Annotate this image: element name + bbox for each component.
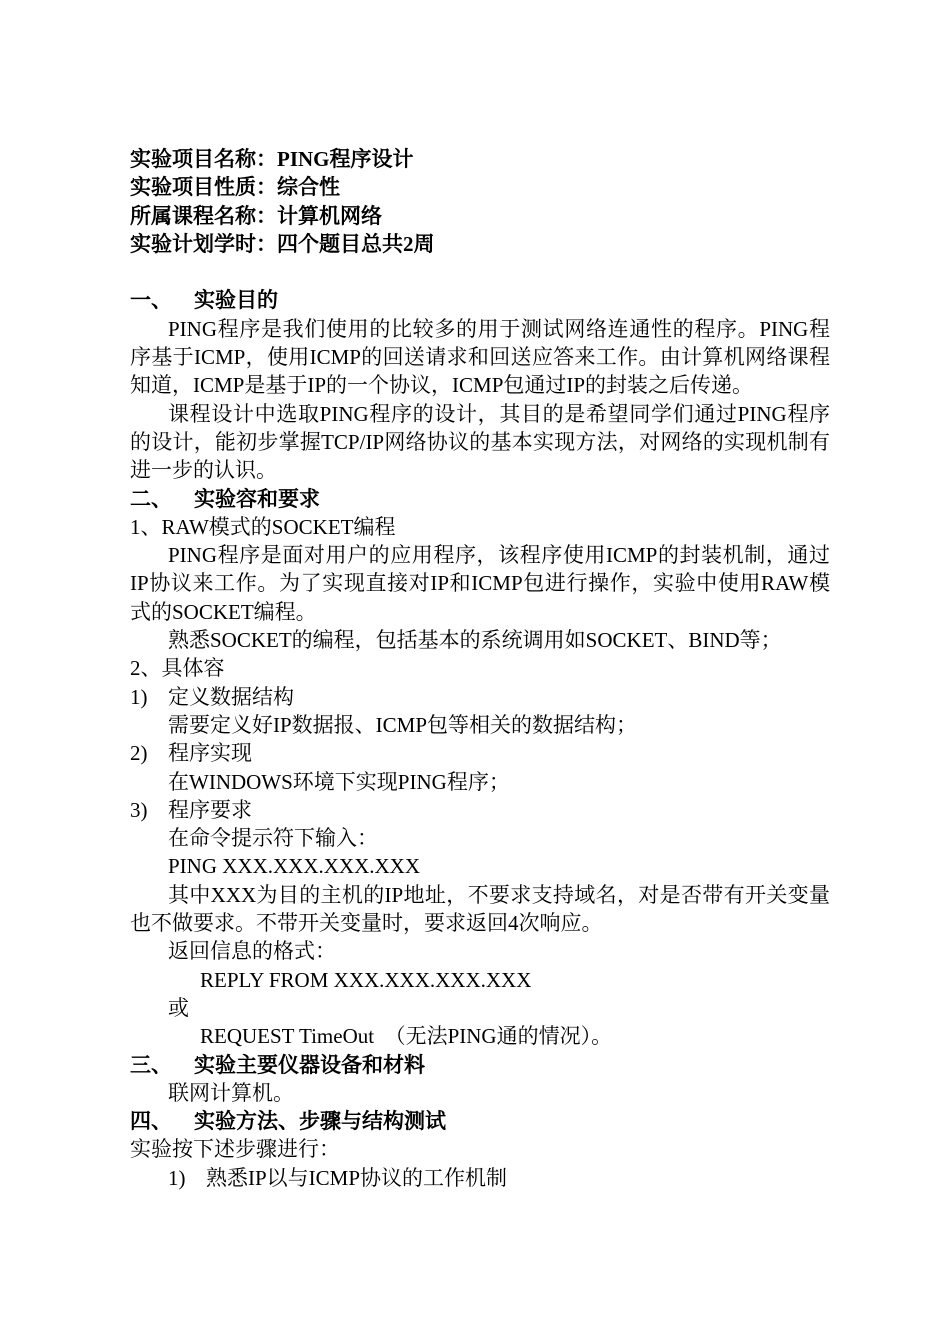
course-name: 所属课程名称：计算机网络 xyxy=(130,203,382,228)
list-item-number: 2) xyxy=(130,741,148,766)
list-item-description: 需要定义好IP数据报、ICMP包等相关的数据结构； xyxy=(168,712,638,737)
section-2-heading xyxy=(130,485,830,513)
project-nature: 实验项目性质：综合性 xyxy=(130,175,340,200)
list-item-title: 程序要求 xyxy=(168,797,252,822)
list-item-title: 程序实现 xyxy=(168,741,252,766)
section-2-number: 二、 xyxy=(130,486,172,511)
subsection-1-paragraph-1: PING程序是面对用户的应用程序，该程序使用ICMP的封装机制，通过IP协议来工作。为了实现直接对IP和ICMP包进行操作，实验中使用RAW模式的SOCKET编程。 xyxy=(130,543,830,624)
step-text: 熟悉IP以与ICMP协议的工作机制 xyxy=(206,1165,508,1190)
section-3-heading xyxy=(130,1051,830,1079)
section-4-title: 实验方法、步骤与结构测试 xyxy=(194,1109,446,1134)
section-4-number: 四、 xyxy=(130,1109,172,1134)
format-label: 返回信息的格式： xyxy=(168,939,336,964)
list-item xyxy=(130,683,830,711)
section-3-content: 联网计算机。 xyxy=(168,1080,294,1105)
ping-command: PING XXX.XXX.XXX.XXX xyxy=(168,854,420,879)
subsection-1-title: 1、RAW模式的SOCKET编程 xyxy=(130,514,396,539)
section-1-paragraph-1: PING程序是我们使用的比较多的用于测试网络连通性的程序。PING程序基于ICMP，使用ICMP的回送请求和回送应答来工作。由计算机网络课程知道，ICMP是基于IP的一个协议，ICMP包通过IP的封装之后传递。 xyxy=(130,316,830,398)
section-3-title: 实验主要仪器设备和材料 xyxy=(194,1052,425,1077)
spacer xyxy=(130,258,830,286)
section-4-heading xyxy=(130,1107,830,1135)
requirement-paragraph: 其中XXX为目的主机的IP地址，不要求支持域名，对是否带有开关变量也不做要求。不带开关变量时，要求返回4次响应。 xyxy=(130,882,830,936)
list-item-description: 在命令提示符下输入： xyxy=(168,826,378,851)
list-item-number: 3) xyxy=(130,797,148,822)
or-text: 或 xyxy=(168,995,189,1020)
planned-hours: 实验计划学时：四个题目总共2周 xyxy=(130,231,435,256)
list-item-number: 1) xyxy=(130,684,148,709)
reply-line: REPLY FROM XXX.XXX.XXX.XXX xyxy=(200,967,532,992)
list-item xyxy=(130,739,830,767)
list-item xyxy=(130,796,830,824)
section-3-number: 三、 xyxy=(130,1052,172,1077)
timeout-line: REQUEST TimeOut （无法PING通的情况）。 xyxy=(200,1024,613,1049)
section-2-title: 实验容和要求 xyxy=(194,486,320,511)
document-page xyxy=(130,145,830,1192)
list-item-description: 在WINDOWS环境下实现PING程序； xyxy=(168,769,510,794)
section-1-number: 一、 xyxy=(130,288,172,313)
step-item xyxy=(130,1164,830,1192)
list-item-title: 定义数据结构 xyxy=(168,684,294,709)
step-number: 1) xyxy=(168,1165,186,1190)
section-1-title: 实验目的 xyxy=(194,288,278,313)
section-1-heading xyxy=(130,286,830,314)
subsection-2-title: 2、具体容 xyxy=(130,656,225,681)
section-4-intro: 实验按下述步骤进行： xyxy=(130,1137,340,1162)
section-1-paragraph-2: 课程设计中选取PING程序的设计，其目的是希望同学们通过PING程序的设计，能初步掌握TCP/IP网络协议的基本实现方法，对网络的实现机制有进一步的认识。 xyxy=(130,401,830,483)
project-name: 实验项目名称：PING程序设计 xyxy=(130,147,414,171)
subsection-1-paragraph-2: 熟悉SOCKET的编程，包括基本的系统调用如SOCKET、BIND等； xyxy=(168,628,782,653)
